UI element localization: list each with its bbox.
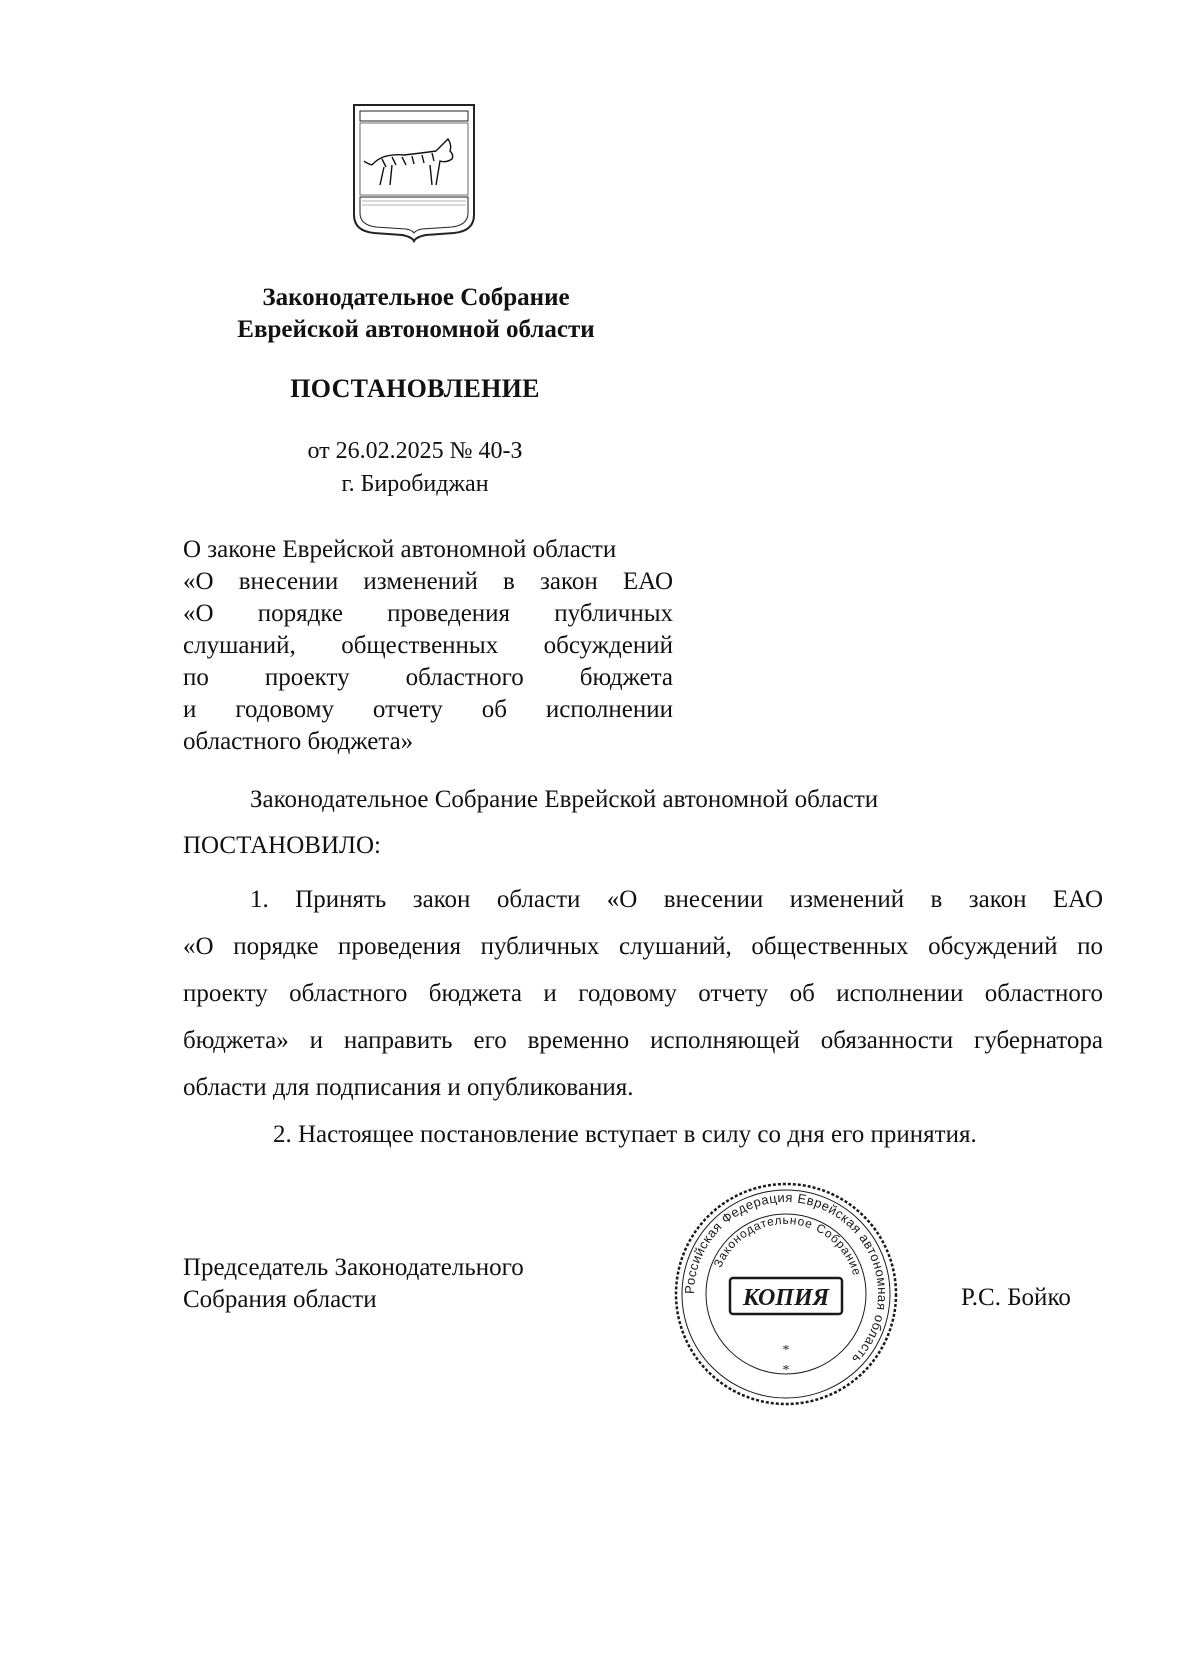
decree-word: ПОСТАНОВИЛО:	[183, 832, 381, 859]
clause-1-line: области для подписания и опубликования.	[183, 1074, 634, 1101]
coat-of-arms-tiger-icon	[352, 103, 476, 243]
stamp-outer-text: Российская Федерация Еврейская автономная область	[681, 1189, 891, 1368]
subject-line: областного бюджета»	[183, 728, 414, 755]
document-subject	[183, 534, 673, 758]
stamp-star-icon: *	[782, 1343, 790, 1358]
stamp-inner-text: Законодательное Собрание	[710, 1212, 865, 1278]
signatory-title	[183, 1252, 524, 1316]
subject-line: слушаний, общественных обсуждений	[183, 632, 673, 659]
subject-line: и годовому отчету об исполнении	[183, 696, 673, 723]
subject-line: «О внесении изменений в закон ЕАО	[183, 568, 673, 595]
clause-1-line: проекту областного бюджета и годовому отчету об исполнении областного	[183, 980, 1103, 1007]
subject-line: О законе Еврейской автономной области	[183, 536, 617, 563]
document-type-heading: ПОСТАНОВЛЕНИЕ	[290, 374, 540, 403]
stamp-label: КОПИЯ	[742, 1285, 830, 1311]
clause-1-line: «О порядке проведения публичных слушаний, общественных обсуждений по	[183, 933, 1103, 960]
clause-2: 2. Настоящее постановление вступает в силу со дня его принятия.	[273, 1121, 977, 1148]
signatory-name: Р.С. Бойко	[961, 1284, 1071, 1311]
organization-name-line-2: Еврейской автономной области	[237, 316, 595, 343]
subject-line: «О порядке проведения публичных	[183, 600, 673, 627]
preamble: Законодательное Собрание Еврейской автономной области	[250, 786, 879, 813]
document-city: г. Биробиджан	[341, 471, 489, 497]
copy-stamp	[670, 1178, 902, 1410]
stamp-star-icon: *	[782, 1363, 790, 1378]
clause-1	[183, 876, 1103, 1111]
signatory-title-line: Собрания области	[183, 1286, 377, 1313]
organization-name-line-1: Законодательное Собрание	[262, 284, 570, 311]
clause-1-line: 1. Принять закон области «О внесении изменений в закон ЕАО	[250, 886, 1103, 913]
document-date-number: от 26.02.2025 № 40-З	[307, 438, 523, 464]
subject-line: по проекту областного бюджета	[183, 664, 673, 691]
clause-1-line: бюджета» и направить его временно исполняющей обязанности губернатора	[183, 1027, 1103, 1054]
signatory-title-line: Председатель Законодательного	[183, 1254, 524, 1281]
